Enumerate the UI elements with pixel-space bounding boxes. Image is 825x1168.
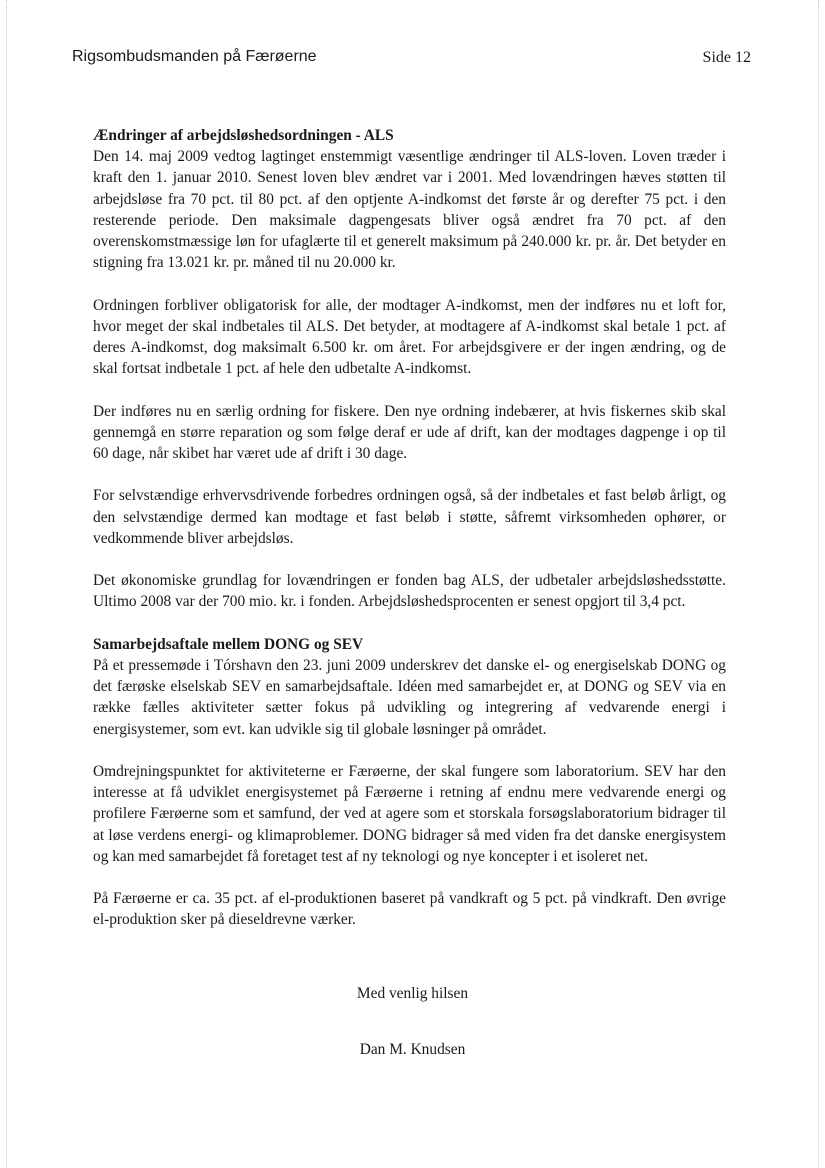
closing-greeting: Med venlig hilsen <box>356 985 469 1002</box>
paragraph: Det økonomiske grundlag for lovændringen er fonden bag ALS, der udbetaler arbejdsløshedsstøtte. Ultimo 2008 var der 700 mio. kr. i fonden. Arbejdsløshedsprocenten er senest opgjort til 3,4 pct. <box>93 572 726 611</box>
paragraph: Omdrejningspunktet for aktiviteterne er Færøerne, der skal fungere som laboratorium. SEV har den interesse at få udviklet energisystemet på Færøerne i retning af endnu mere vedvarende energi og profilere Færøerne som et samfund, der ved at agere som et storskala forsøgslaboratorium bidrager til at løse verdens energi- og klimaproblemer. DONG bidrager så med viden fra det danske energisystem og kan med samarbejdet få foretaget test af ny teknologi og nye koncepter i et isoleret net. <box>93 763 726 865</box>
paragraph: Den 14. maj 2009 vedtog lagtinget enstemmigt væsentlige ændringer til ALS-loven. Loven træder i kraft den 1. januar 2010. Senest loven blev ændret var i 2001. Med lovændringen hæves støtten til arbejdsløse fra 70 pct. til 80 pct. af den optjente A-indkomst det første år og derefter 75 pct. i den resterende periode. Den maksimale dagpengesats bliver også ændret fra 70 pct. af den overenskomstmæssige løn for ufaglærte til et generelt maksimum på 240.000 kr. pr. år. Det betyder en stigning fra 13.021 kr. pr. måned til nu 20.000 kr. <box>93 148 726 272</box>
paragraph: For selvstændige erhvervsdrivende forbedres ordningen også, så der indbetales et fast beløb årligt, og den selvstændige dermed kan modtage et fast beløb i støtte, såfremt virksomheden ophører, or vedkommende bliver arbejdsløs. <box>93 487 726 547</box>
signature-name: Dan M. Knudsen <box>359 1041 466 1058</box>
paragraph: På Færøerne er ca. 35 pct. af el-produktionen baseret på vandkraft og 5 pct. på vindkraft. Den øvrige el-produktion sker på dieseldrevne værker. <box>93 890 726 929</box>
page-header <box>72 48 751 70</box>
paragraph: Ordningen forbliver obligatorisk for alle, der modtager A-indkomst, men der indføres nu et loft for, hvor meget der skal indbetales til ALS. Det betyder, at modtagere af A-indkomst skal betale 1 pct. af deres A-indkomst, dog maksimalt 6.500 kr. om året. For arbejdsgivere er der ingen ændring, og de skal fortsat indbetale 1 pct. af hele den udbetalte A-indkomst. <box>93 296 726 378</box>
paragraph: På et pressemøde i Tórshavn den 23. juni 2009 underskrev det danske el- og energiselskab DONG og det færøske elselskab SEV en samarbejdsaftale. Idéen med samarbejdet er, at DONG og SEV via en række fælles aktiviteter sætter fokus på udvikling og integrering af vedvarende energi i energisystemer, som evt. kan udvikle sig til globale løsninger på området. <box>93 657 726 738</box>
header-organization: Rigsombudsmanden på Færøerne <box>72 48 317 65</box>
paragraph: Der indføres nu en særlig ordning for fiskere. Den nye ordning indebærer, at hvis fiskernes skib skal gennemgå en større reparation og som følge deraf er ude af drift, kan der modtages dagpenge i op til 60 dage, når skibet har været ude af drift i 30 dage. <box>93 402 726 463</box>
section-title-als: Ændringer af arbejdsløshedsordningen - ALS <box>93 127 394 144</box>
section-dong-sev <box>93 634 726 931</box>
document-body <box>93 125 726 931</box>
section-als <box>93 125 726 613</box>
header-page-number: Side 12 <box>702 49 751 66</box>
section-title-dong-sev: Samarbejdsaftale mellem DONG og SEV <box>93 635 364 653</box>
